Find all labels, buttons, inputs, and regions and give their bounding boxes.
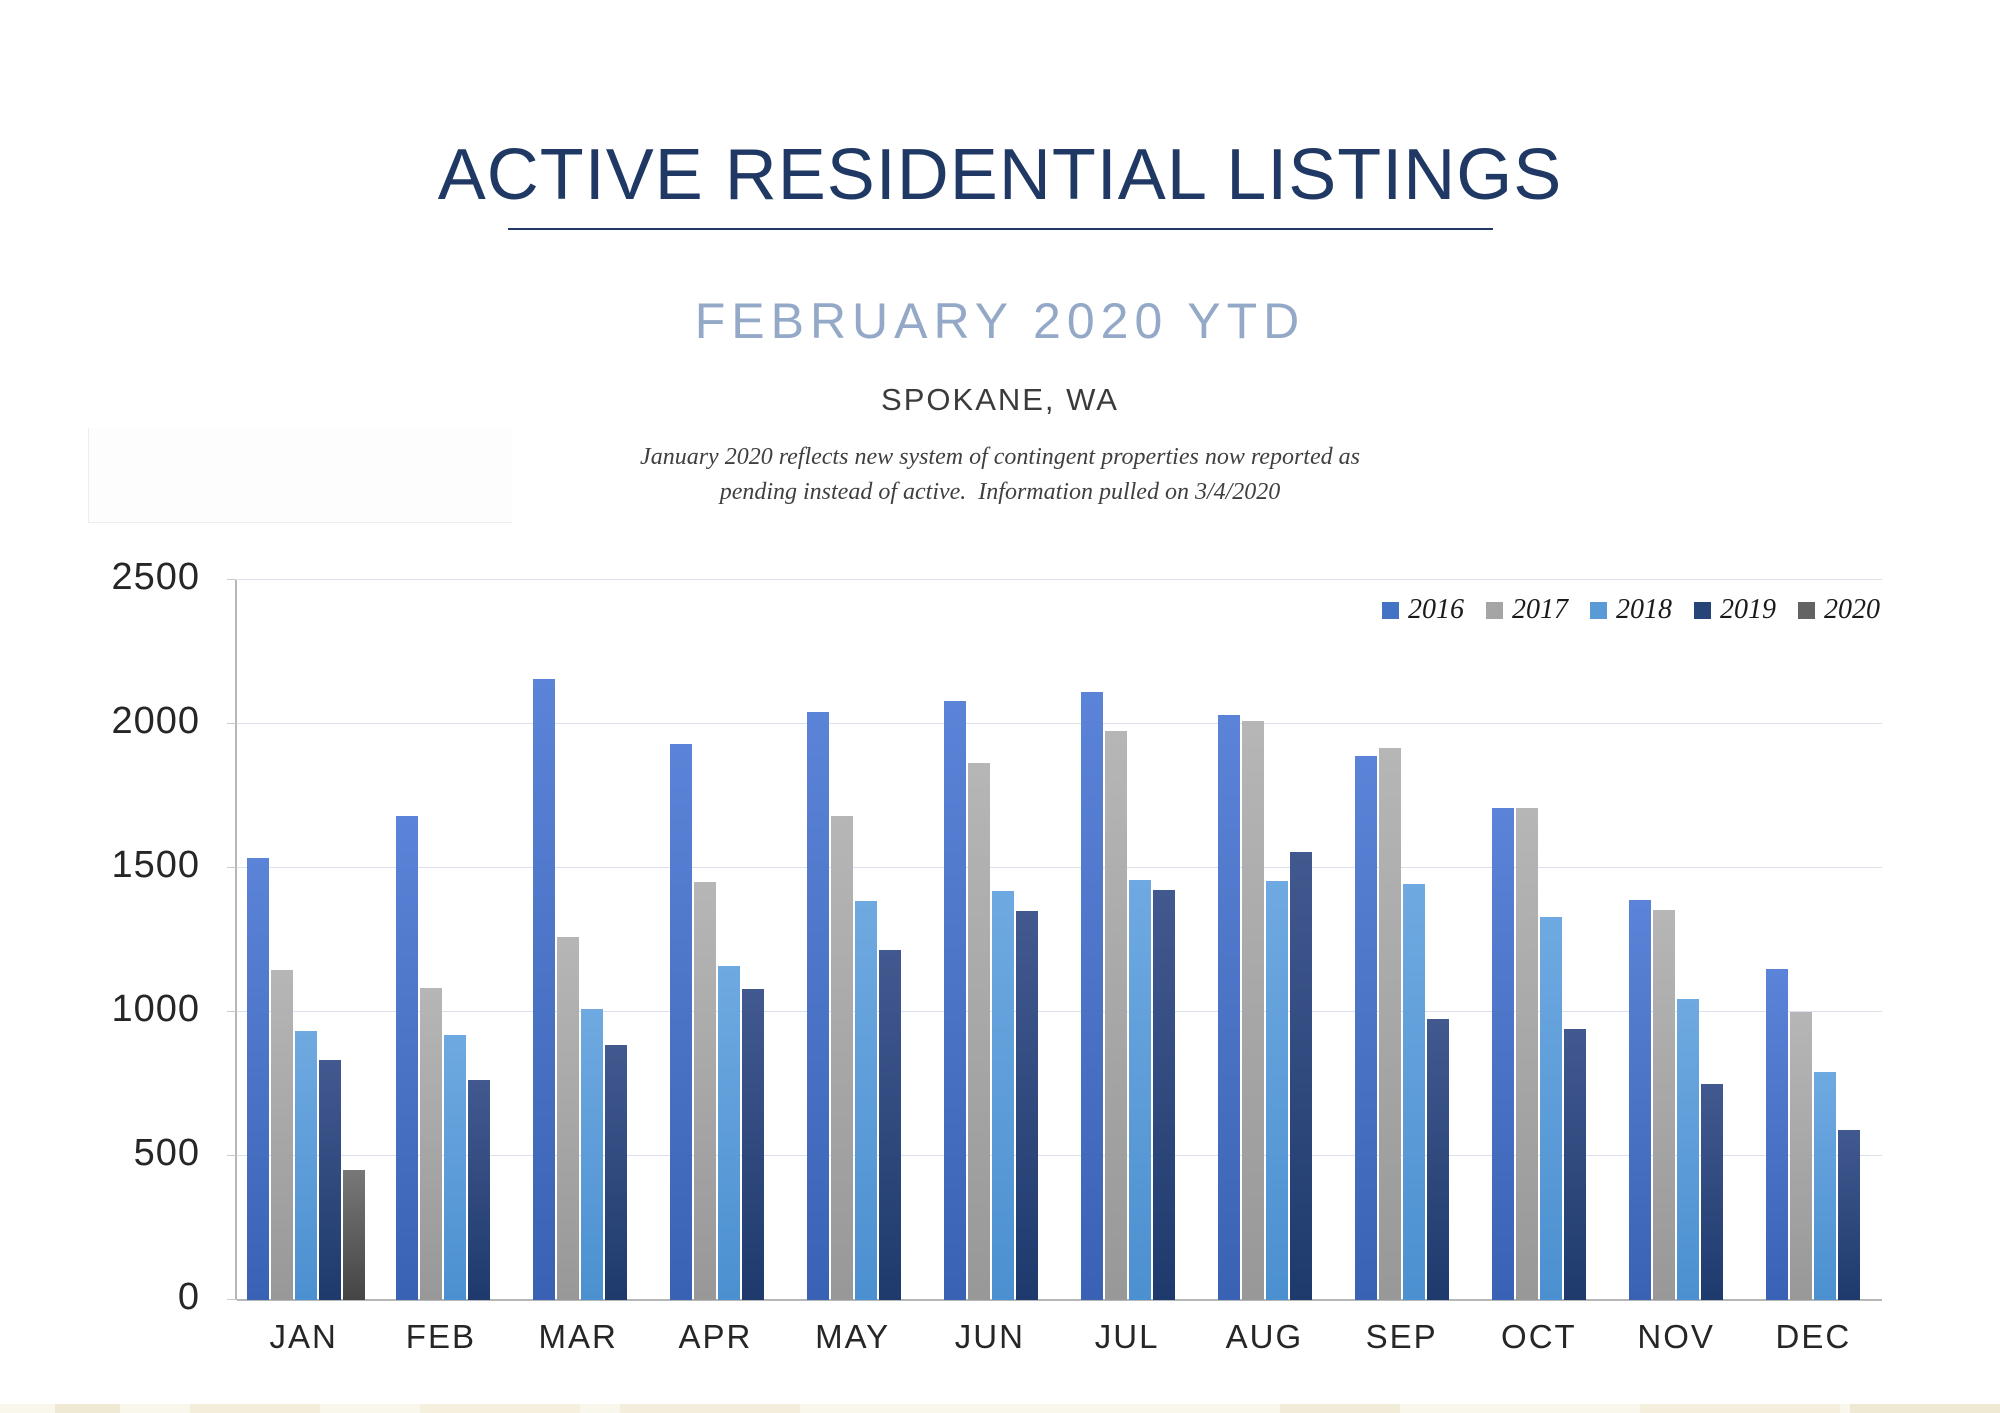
x-axis-label-may: MAY: [815, 1318, 891, 1355]
bar-2018-nov: [1677, 999, 1699, 1300]
bar-2017-aug: [1242, 721, 1264, 1300]
bar-2018-sep: [1403, 884, 1425, 1300]
bar-2016-feb: [396, 816, 418, 1300]
bar-2016-jun: [944, 701, 966, 1300]
legend-label-2017: 2017: [1512, 594, 1568, 625]
bar-2017-mar: [557, 937, 579, 1300]
bar-2016-apr: [670, 744, 692, 1300]
bar-2016-mar: [533, 679, 555, 1300]
bar-group-jun: [922, 580, 1059, 1300]
x-axis-label-apr: APR: [678, 1318, 753, 1355]
bar-2019-sep: [1427, 1019, 1449, 1300]
y-tick-2000: [227, 723, 236, 724]
y-axis-label-500: 500: [133, 1132, 200, 1174]
bottom-sliver-segment: [190, 1404, 320, 1413]
bar-2016-jan: [247, 858, 269, 1300]
legend-item-2018: [1590, 594, 1672, 626]
bottom-sliver-segment: [1280, 1404, 1400, 1413]
bar-2017-jun: [968, 763, 990, 1300]
bar-2016-aug: [1218, 715, 1240, 1300]
bar-group-apr: [648, 580, 785, 1300]
bar-group-dec: [1745, 580, 1882, 1300]
legend-swatch-2020: [1798, 602, 1815, 619]
subtitle: FEBRUARY 2020 YTD: [694, 293, 1306, 349]
legend-label-2016: 2016: [1408, 594, 1464, 625]
bar-2017-feb: [420, 988, 442, 1300]
bar-2018-apr: [718, 966, 740, 1300]
plot-area: [235, 580, 1882, 1300]
legend-item-2020: [1798, 594, 1880, 626]
bar-2016-dec: [1766, 969, 1788, 1300]
x-axis-label-dec: DEC: [1775, 1318, 1852, 1355]
y-tick-1000: [227, 1011, 236, 1012]
bar-2017-sep: [1379, 748, 1401, 1300]
location-label: SPOKANE, WA: [881, 382, 1119, 417]
legend-label-2020: 2020: [1824, 594, 1880, 625]
bar-group-jan: [237, 580, 374, 1300]
legend-label-2018: 2018: [1616, 594, 1672, 625]
bar-group-nov: [1608, 580, 1745, 1300]
bar-2017-oct: [1516, 808, 1538, 1300]
bar-2019-jul: [1153, 890, 1175, 1300]
bar-2019-aug: [1290, 852, 1312, 1300]
legend-swatch-2018: [1590, 602, 1607, 619]
bar-2017-apr: [694, 882, 716, 1300]
y-axis-label-1000: 1000: [111, 988, 200, 1030]
bar-2017-nov: [1653, 910, 1675, 1300]
bar-group-oct: [1471, 580, 1608, 1300]
bar-2018-dec: [1814, 1072, 1836, 1300]
x-axis-label-sep: SEP: [1365, 1318, 1438, 1355]
bar-2019-jan: [319, 1060, 341, 1300]
bar-2020-jan: [343, 1170, 365, 1300]
bar-2019-feb: [468, 1080, 490, 1300]
y-tick-2500: [227, 579, 236, 580]
bar-group-sep: [1334, 580, 1471, 1300]
y-axis-label-0: 0: [177, 1276, 200, 1318]
bottom-sliver-segment: [620, 1404, 800, 1413]
legend-label-2019: 2019: [1720, 594, 1776, 625]
y-tick-500: [227, 1155, 236, 1156]
x-axis-label-oct: OCT: [1501, 1318, 1577, 1355]
bar-groups: [237, 580, 1882, 1300]
bar-2019-nov: [1701, 1084, 1723, 1300]
bar-2019-mar: [605, 1045, 627, 1300]
bar-group-may: [785, 580, 922, 1300]
bar-2017-jul: [1105, 731, 1127, 1300]
x-axis-label-feb: FEB: [405, 1318, 476, 1355]
bar-2018-may: [855, 901, 877, 1300]
legend-item-2019: [1694, 594, 1776, 626]
bar-2017-dec: [1790, 1012, 1812, 1300]
bottom-sliver-segment: [1640, 1404, 1840, 1413]
y-tick-0: [227, 1299, 236, 1300]
y-axis-label-1500: 1500: [111, 844, 200, 886]
bar-2016-jul: [1081, 692, 1103, 1300]
legend-item-2017: [1486, 594, 1568, 626]
legend-item-2016: [1382, 594, 1464, 626]
bottom-sliver-segment: [55, 1404, 120, 1413]
chart-legend: [1382, 594, 1880, 626]
bottom-edge-sliver: [0, 1404, 2000, 1413]
bar-2018-jul: [1129, 880, 1151, 1300]
bar-2018-mar: [581, 1009, 603, 1300]
bar-group-jul: [1059, 580, 1196, 1300]
x-axis-label-jan: JAN: [269, 1318, 338, 1355]
bar-2016-sep: [1355, 756, 1377, 1300]
bar-2018-jan: [295, 1031, 317, 1300]
x-axis-label-jun: JUN: [954, 1318, 1025, 1355]
y-tick-1500: [227, 867, 236, 868]
legend-swatch-2016: [1382, 602, 1399, 619]
bar-2018-jun: [992, 891, 1014, 1300]
x-axis-label-jul: JUL: [1094, 1318, 1160, 1355]
x-axis-label-nov: NOV: [1637, 1318, 1715, 1355]
chart-note-line1: January 2020 reflects new system of contingent properties now reported as: [640, 444, 1360, 470]
bar-group-mar: [511, 580, 648, 1300]
bottom-sliver-segment: [1850, 1404, 2000, 1413]
legend-swatch-2019: [1694, 602, 1711, 619]
bar-2018-feb: [444, 1035, 466, 1300]
y-axis-label-2500: 2500: [111, 556, 200, 598]
bar-2016-nov: [1629, 900, 1651, 1300]
legend-swatch-2017: [1486, 602, 1503, 619]
x-axis-label-mar: MAR: [538, 1318, 618, 1355]
bar-2018-aug: [1266, 881, 1288, 1300]
x-axis-labels: [235, 1318, 1882, 1356]
x-axis-label-aug: AUG: [1225, 1318, 1304, 1355]
bar-2018-oct: [1540, 917, 1562, 1300]
page-title: ACTIVE RESIDENTIAL LISTINGS: [437, 135, 1563, 215]
y-axis-label-2000: 2000: [111, 700, 200, 742]
bar-group-feb: [374, 580, 511, 1300]
chart-note-line2: pending instead of active. Information pulled on 3/4/2020: [719, 478, 1281, 505]
bar-2019-may: [879, 950, 901, 1300]
bottom-sliver-segment: [420, 1404, 580, 1413]
bar-2017-may: [831, 816, 853, 1300]
bar-2016-may: [807, 712, 829, 1300]
bar-2019-dec: [1838, 1130, 1860, 1300]
bar-2019-apr: [742, 989, 764, 1300]
bar-2019-oct: [1564, 1029, 1586, 1300]
bar-2019-jun: [1016, 911, 1038, 1300]
bar-2016-oct: [1492, 808, 1514, 1300]
bar-group-aug: [1197, 580, 1334, 1300]
bar-2017-jan: [271, 970, 293, 1300]
